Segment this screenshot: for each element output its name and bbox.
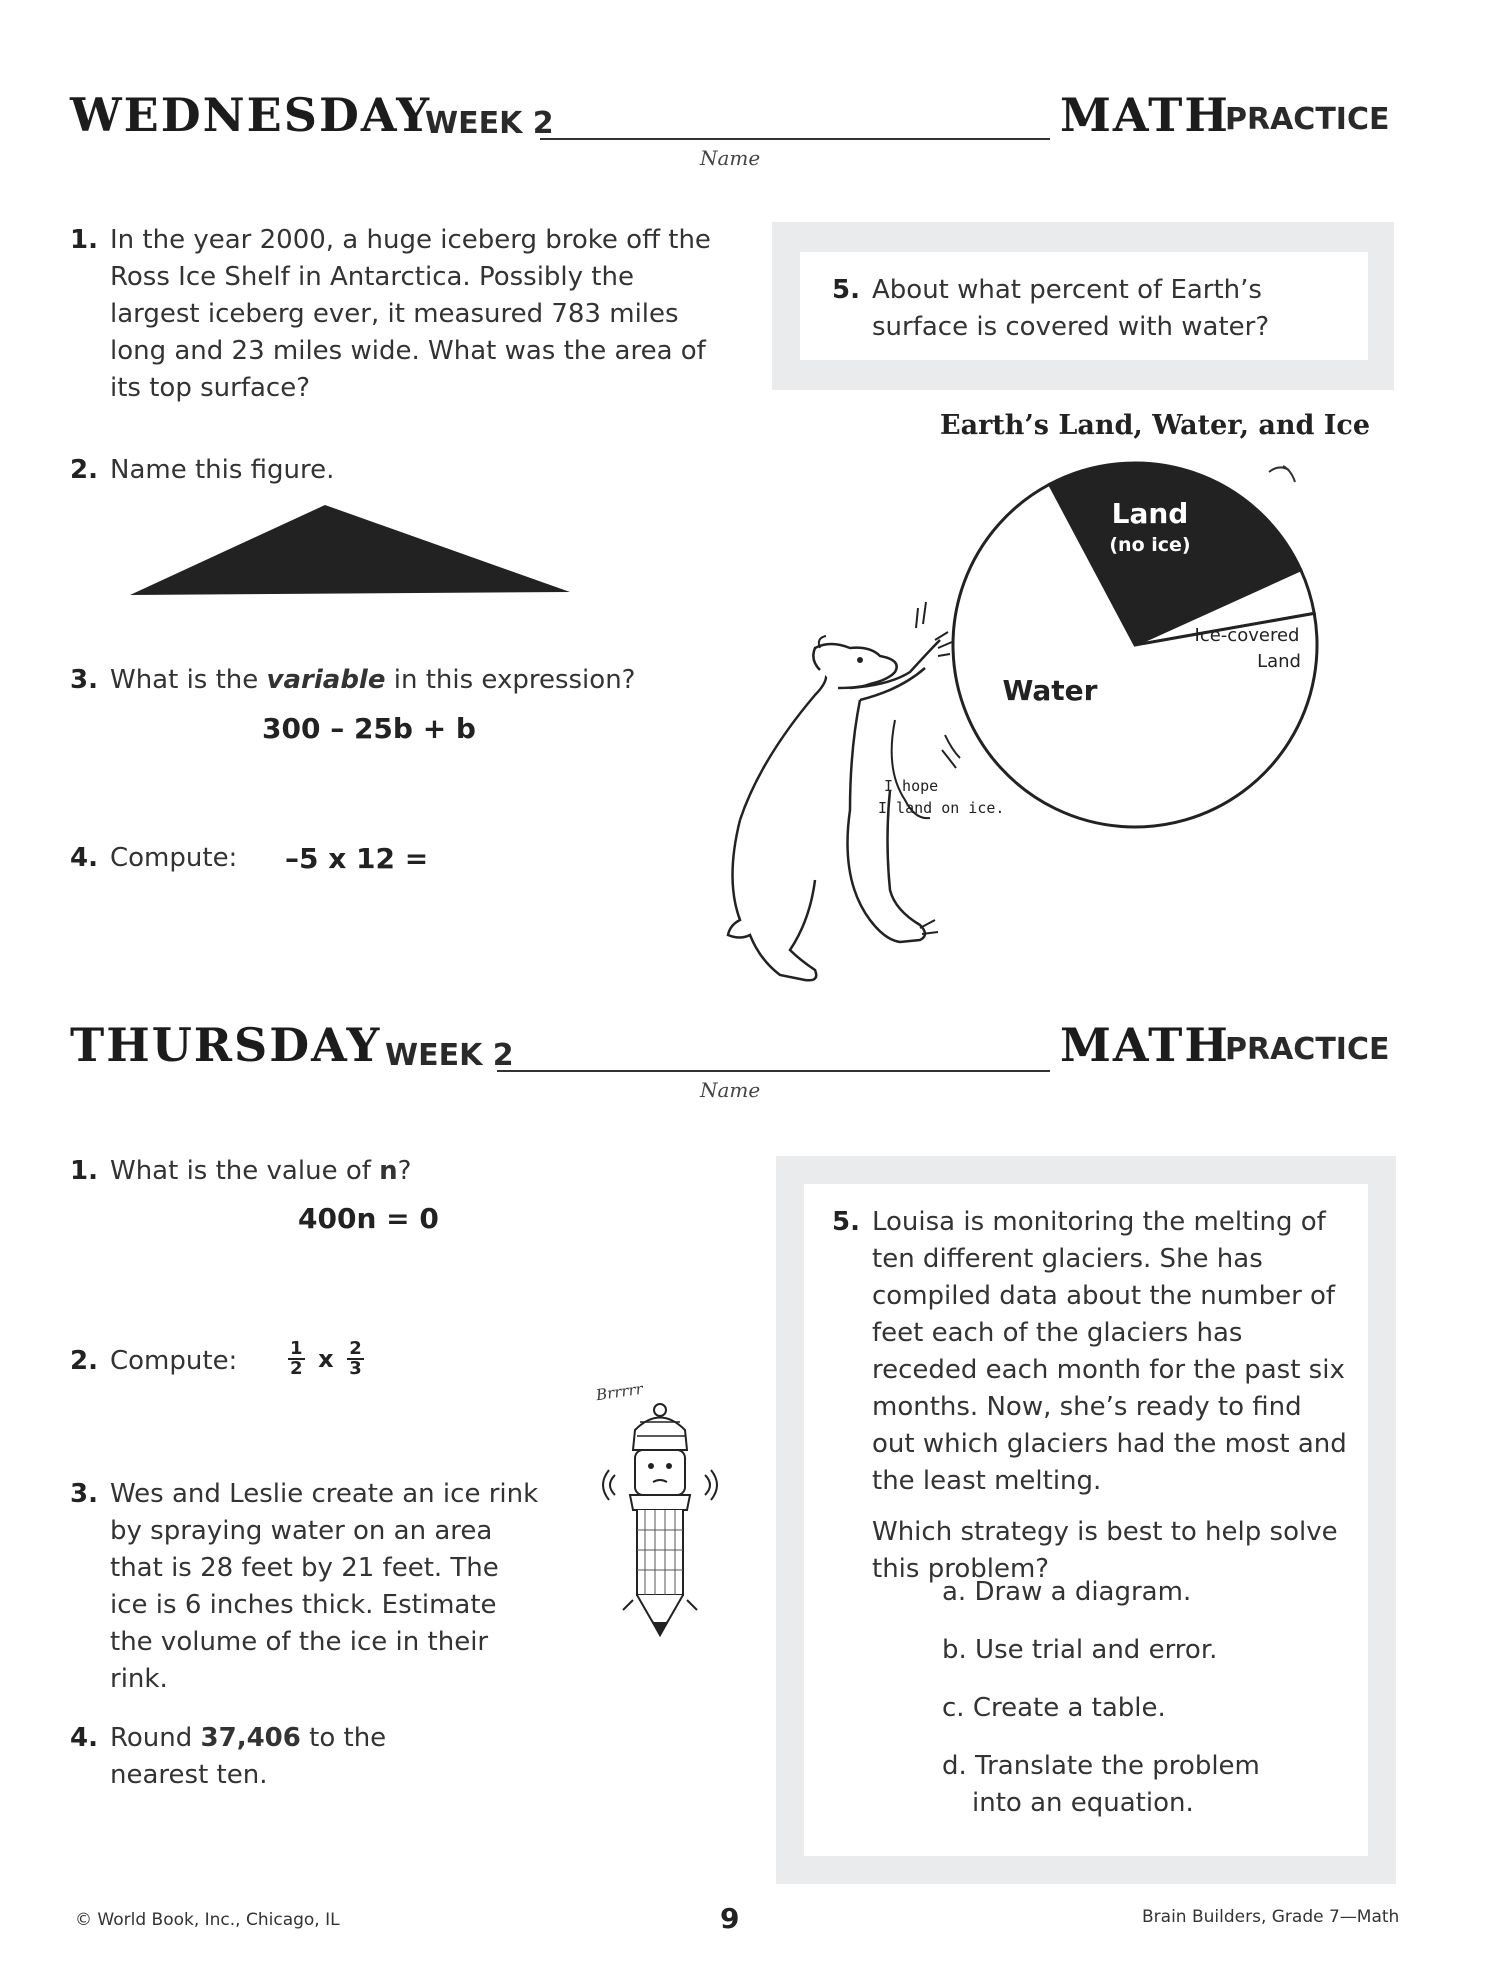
question-text: About what percent of Earth’s surface is covered with water? (872, 275, 1270, 342)
question-5: 5. Louisa is monitoring the melting of ten different glaciers. She has compiled data about the number of feet each of the glaciers has receded each month for the past six months. Now, she’s ready to find out which glaciers had the most and the least melting. Which strategy is best to help solve this problem? (832, 1204, 1352, 1588)
question-4: 4. Round 37,406 to the nearest ten. (70, 1720, 490, 1794)
day-title: THURSDAY (70, 1018, 382, 1072)
question-1: 1. What is the value of n? (70, 1153, 670, 1190)
shivering-pencil-illustration (595, 1400, 725, 1650)
question-prompt: Which strategy is best to help solve this problem? (872, 1517, 1338, 1584)
question-text: Name this figure. (110, 455, 335, 485)
name-field[interactable] (497, 1070, 1050, 1072)
question-text: Compute: (110, 843, 238, 873)
day-title: WEDNESDAY (70, 88, 432, 142)
question-3: 3. Wes and Leslie create an ice rink by spraying water on an area that is 28 feet by 21 feet. The ice is 6 inches thick. Estimate the volume of the ice in their rink. (70, 1476, 540, 1698)
answer-option-d[interactable]: d. Translate the problem into an equation. (942, 1751, 1260, 1818)
name-label: Name (700, 1078, 761, 1102)
expression: 300 – 25b + b (262, 712, 476, 745)
footer-copyright: © World Book, Inc., Chicago, IL (75, 1910, 340, 1930)
answer-option-b[interactable]: b. Use trial and error. (942, 1635, 1218, 1665)
page-number: 9 (720, 1902, 740, 1935)
obtuse-triangle-figure (125, 500, 575, 600)
expression: 400n = 0 (298, 1202, 439, 1235)
question-3: 3. What is the variable in this expression? (70, 662, 690, 699)
week-label: WEEK 2 (425, 106, 554, 141)
slice-sublabel-land: (no ice) (1109, 534, 1191, 556)
question-2: 2. Name this figure. (70, 452, 570, 489)
question-text: Wes and Leslie create an ice rink by spraying water on an area that is 28 feet by 21 feet. The ice is 6 inches thick. Estimate the volume of the ice in their rink. (110, 1479, 539, 1694)
fraction-expression: $\frac{1}{2}$ x $\frac{2}{3}$ (290, 1338, 362, 1379)
slice-label-ice-covered-line1: Ice-covered (1194, 625, 1300, 646)
question-text: Louisa is monitoring the melting of ten different glaciers. She has compiled data about the number of feet each of the glaciers has receded each month for the past six months. Now, she’s ready to find out which glaciers had the most and the least melting. (872, 1207, 1347, 1496)
footer-book-title: Brain Builders, Grade 7—Math (1142, 1907, 1400, 1927)
question-4: 4. Compute: (70, 840, 670, 877)
chart-title: Earth’s Land, Water, and Ice (940, 410, 1371, 441)
question-5: 5. About what percent of Earth’s surface is covered with water? (832, 272, 1352, 346)
question-1: 1. In the year 2000, a huge iceberg broke off the Ross Ice Shelf in Antarctica. Possibly the largest iceberg ever, it measured 783 miles long and 23 miles wide. What was the area of its top surface? (70, 222, 730, 407)
bear-speech: I hope I land on ice. (878, 777, 1005, 817)
name-field[interactable] (540, 138, 1050, 140)
slice-label-land: Land (1111, 497, 1189, 530)
question-text: What is the value of n? (110, 1156, 412, 1186)
practice-label: PRACTICE (1225, 1032, 1390, 1067)
practice-label: PRACTICE (1225, 102, 1390, 137)
motion-lines-icon (1265, 460, 1305, 490)
expression: –5 x 12 = (285, 842, 429, 875)
week-label: WEEK 2 (385, 1038, 514, 1073)
question-text: Compute: (110, 1346, 238, 1376)
question-text: In the year 2000, a huge iceberg broke off the Ross Ice Shelf in Antarctica. Possibly the largest iceberg ever, it measured 783 miles long and 23 miles wide. What was the area of its top surface? (110, 225, 711, 403)
name-label: Name (700, 146, 761, 170)
slice-label-water: Water (1002, 674, 1098, 707)
question-text: What is the variable in this expression? (110, 665, 636, 695)
answer-option-a[interactable]: a. Draw a diagram. (942, 1577, 1192, 1607)
answer-option-c[interactable]: c. Create a table. (942, 1693, 1166, 1723)
pencil-caption: Brrrrr (594, 1379, 644, 1405)
slice-label-ice-covered-line2: Land (1257, 651, 1301, 672)
question-text: Round 37,406 to the nearest ten. (110, 1723, 387, 1790)
math-title: MATH (1060, 88, 1230, 142)
math-title: MATH (1060, 1018, 1230, 1072)
question-2: 2. Compute: (70, 1343, 470, 1380)
